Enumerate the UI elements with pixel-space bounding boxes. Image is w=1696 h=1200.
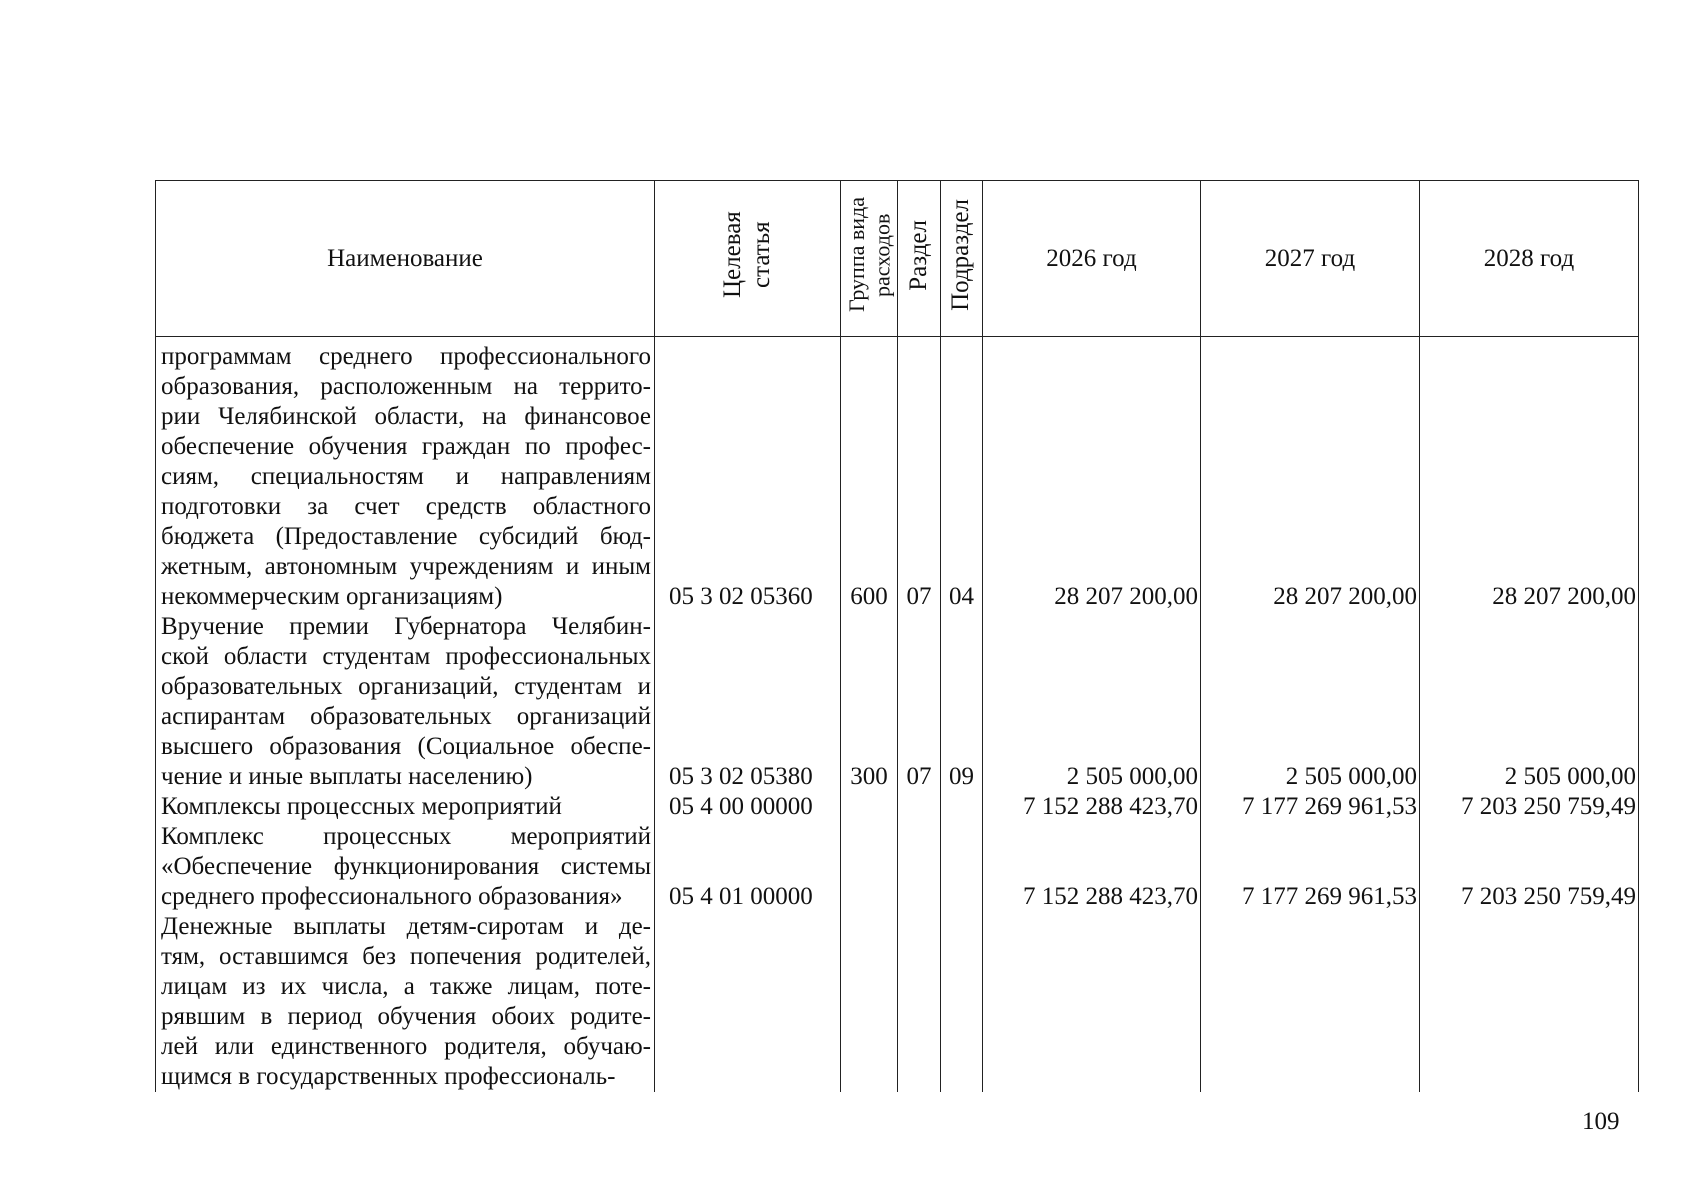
name-line: некоммерческим организациям) [161,583,503,610]
target-article-cell: 05 3 02 05380 [669,763,813,790]
name-line: среднего профессионального образования» [161,883,623,910]
name-line: образования, расположенным на террито- [161,373,651,400]
name-line: аспирантам образовательных организаций [161,703,651,730]
header-2026: 2026 год [983,181,1201,337]
header-subsection: Подраздел [941,181,983,337]
amount-2026-cell: 7 152 288 423,70 [1023,883,1198,910]
name-line: рии Челябинской области, на финансовое [161,403,651,430]
table-body-row [156,337,1639,1093]
name-column [156,337,655,1093]
name-line: лицам из их числа, а также лицам, поте- [161,973,651,1000]
year-2027-column [1201,337,1420,1093]
section-cell: 07 [906,583,932,610]
name-line: программам среднего профессионального [161,343,651,370]
year-2028-column [1420,337,1639,1093]
budget-table [155,180,1639,1092]
name-line: Комплекс процессных мероприятий [161,823,651,850]
amount-2027-cell: 28 207 200,00 [1273,583,1417,610]
section-cell [898,792,940,822]
name-line: подготовки за счет средств областного [161,493,651,520]
name-line: обеспечение обучения граждан по профес- [161,433,651,460]
name-line: рявшим в период обучения обоих родите- [161,1003,651,1030]
target-article-column [655,337,841,1093]
expense-group-cell: 600 [850,583,888,610]
amount-2028-cell: 28 207 200,00 [1492,583,1636,610]
amount-2028-cell: 7 203 250 759,49 [1461,793,1636,820]
amount-2027-cell: 7 177 269 961,53 [1242,793,1417,820]
header-expense-group: Группа вида расходов [841,181,898,337]
target-article-cell: 05 4 00 00000 [669,793,813,820]
name-line: ской области студентам профессиональных [161,643,651,670]
name-line: жетным, автономным учреждениям и иным [161,553,651,580]
section-cell: 07 [906,763,932,790]
header-2028: 2028 год [1420,181,1639,337]
amount-2026-cell: 7 152 288 423,70 [1023,793,1198,820]
subsection-cell: 09 [949,763,974,790]
section-cell [898,882,940,912]
name-line: лей или единственного родителя, обучаю- [161,1033,651,1060]
subsection-column [941,337,983,1093]
name-line: Комплексы процессных мероприятий [161,793,562,820]
expense-group-cell: 300 [850,763,888,790]
name-line: образовательных организаций, студентам и [161,673,651,700]
target-article-cell: 05 4 01 00000 [669,883,813,910]
header-2027: 2027 год [1201,181,1420,337]
name-line: бюджета (Предоставление субсидий бюд- [161,523,651,550]
name-line: тям, оставшимся без попечения родителей, [161,943,651,970]
name-line: Вручение премии Губернатора Челябин- [161,613,651,640]
name-line: щимся в государственных профессиональ- [161,1063,616,1090]
header-target-article: Целевая статья [655,181,841,337]
subsection-cell [941,882,982,912]
expense-group-column [841,337,898,1093]
header-section: Раздел [898,181,941,337]
year-2026-column [983,337,1201,1093]
table-header-row [156,181,1639,337]
amount-2027-cell: 7 177 269 961,53 [1242,883,1417,910]
amount-2027-cell: 2 505 000,00 [1285,763,1417,790]
amount-2026-cell: 2 505 000,00 [1066,763,1198,790]
expense-group-cell [841,882,897,912]
subsection-cell: 04 [949,583,974,610]
amount-2028-cell: 2 505 000,00 [1504,763,1636,790]
name-line: чение и иные выплаты населению) [161,763,533,790]
name-line: высшего образования (Социальное обеспе- [161,733,651,760]
subsection-cell [941,792,982,822]
name-line: сиям, специальностям и направлениям [161,463,651,490]
expense-group-cell [841,792,897,822]
name-line: Денежные выплаты детям-сиротам и де- [161,913,651,940]
name-line: «Обеспечение функционирования системы [161,853,651,880]
amount-2028-cell: 7 203 250 759,49 [1461,883,1636,910]
header-name: Наименование [156,181,655,337]
amount-2026-cell: 28 207 200,00 [1054,583,1198,610]
target-article-cell: 05 3 02 05360 [669,583,813,610]
page-number: 109 [1582,1108,1620,1135]
section-column [898,337,941,1093]
